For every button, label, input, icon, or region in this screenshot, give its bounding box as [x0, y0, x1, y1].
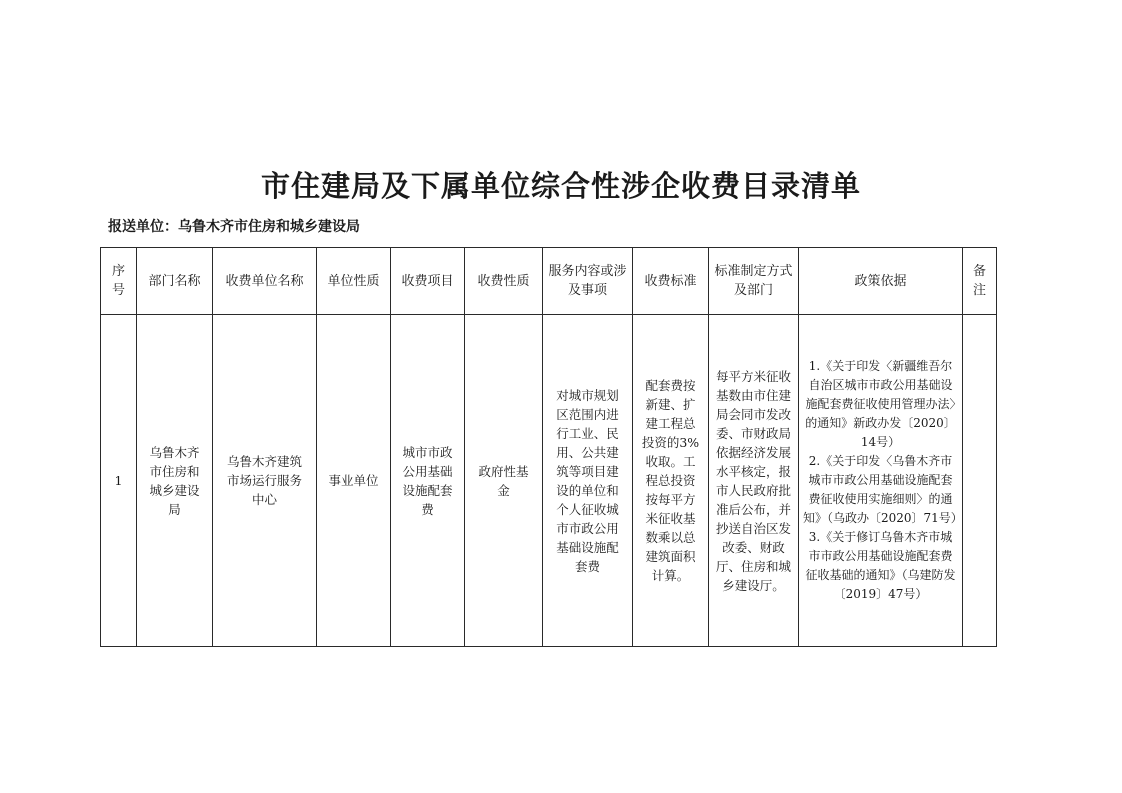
cell-fee-standard: 配套费按新建、扩建工程总投资的3%收取。工程总投资按每平方米征收基数乘以总建筑面积计算。 — [633, 315, 709, 647]
cell-remarks — [963, 315, 997, 647]
header-service-content: 服务内容或涉及事项 — [543, 248, 633, 315]
header-unit-nature: 单位性质 — [317, 248, 391, 315]
policy-item: 3.《关于修订乌鲁木齐市城市市政公用基础设施配套费征收基础的通知》（乌建防发〔2019〕47号） — [805, 530, 956, 601]
header-fee-standard: 收费标准 — [633, 248, 709, 315]
header-remarks: 备注 — [963, 248, 997, 315]
cell-service-content: 对城市规划区范围内进行工业、民用、公共建筑等项目建设的单位和个人征收城市市政公用基础设施配套费 — [543, 315, 633, 647]
cell-unit-nature: 事业单位 — [317, 315, 391, 647]
policy-item: 2.《关于印发〈乌鲁木齐市城市市政公用基础设施配套费征收使用实施细则〉的通知》（乌政办〔2020〕71号） — [803, 454, 963, 525]
cell-charging-unit: 乌鲁木齐建筑市场运行服务中心 — [213, 315, 317, 647]
header-standard-method: 标准制定方式及部门 — [709, 248, 799, 315]
table-row — [101, 315, 997, 647]
cell-fee-item: 城市市政公用基础设施配套费 — [391, 315, 465, 647]
submitter-line: 报送单位：乌鲁木齐市住房和城乡建设局 — [108, 219, 360, 235]
header-charging-unit: 收费单位名称 — [213, 248, 317, 315]
cell-index: 1 — [101, 315, 137, 647]
cell-standard-method: 每平方米征收基数由市住建局会同市发改委、市财政局依据经济发展水平核定，报市人民政府批准后公布，并抄送自治区发改委、财政厅、住房和城乡建设厅。 — [709, 315, 799, 647]
header-department: 部门名称 — [137, 248, 213, 315]
header-policy-basis: 政策依据 — [799, 248, 963, 315]
policy-item: 1.《关于印发〈新疆维吾尔自治区城市市政公用基础设施配套费征收使用管理办法〉的通知》新政办发〔2020〕14号） — [805, 359, 956, 449]
document-title: 市住建局及下属单位综合性涉企收费目录清单 — [260, 169, 861, 203]
header-fee-nature: 收费性质 — [465, 248, 543, 315]
header-fee-item: 收费项目 — [391, 248, 465, 315]
cell-fee-nature: 政府性基金 — [465, 315, 543, 647]
table-header-row — [101, 248, 997, 315]
fee-catalog-table — [100, 247, 997, 647]
cell-department: 乌鲁木齐市住房和城乡建设局 — [137, 315, 213, 647]
cell-policy-basis — [799, 315, 963, 647]
header-index: 序号 — [101, 248, 137, 315]
